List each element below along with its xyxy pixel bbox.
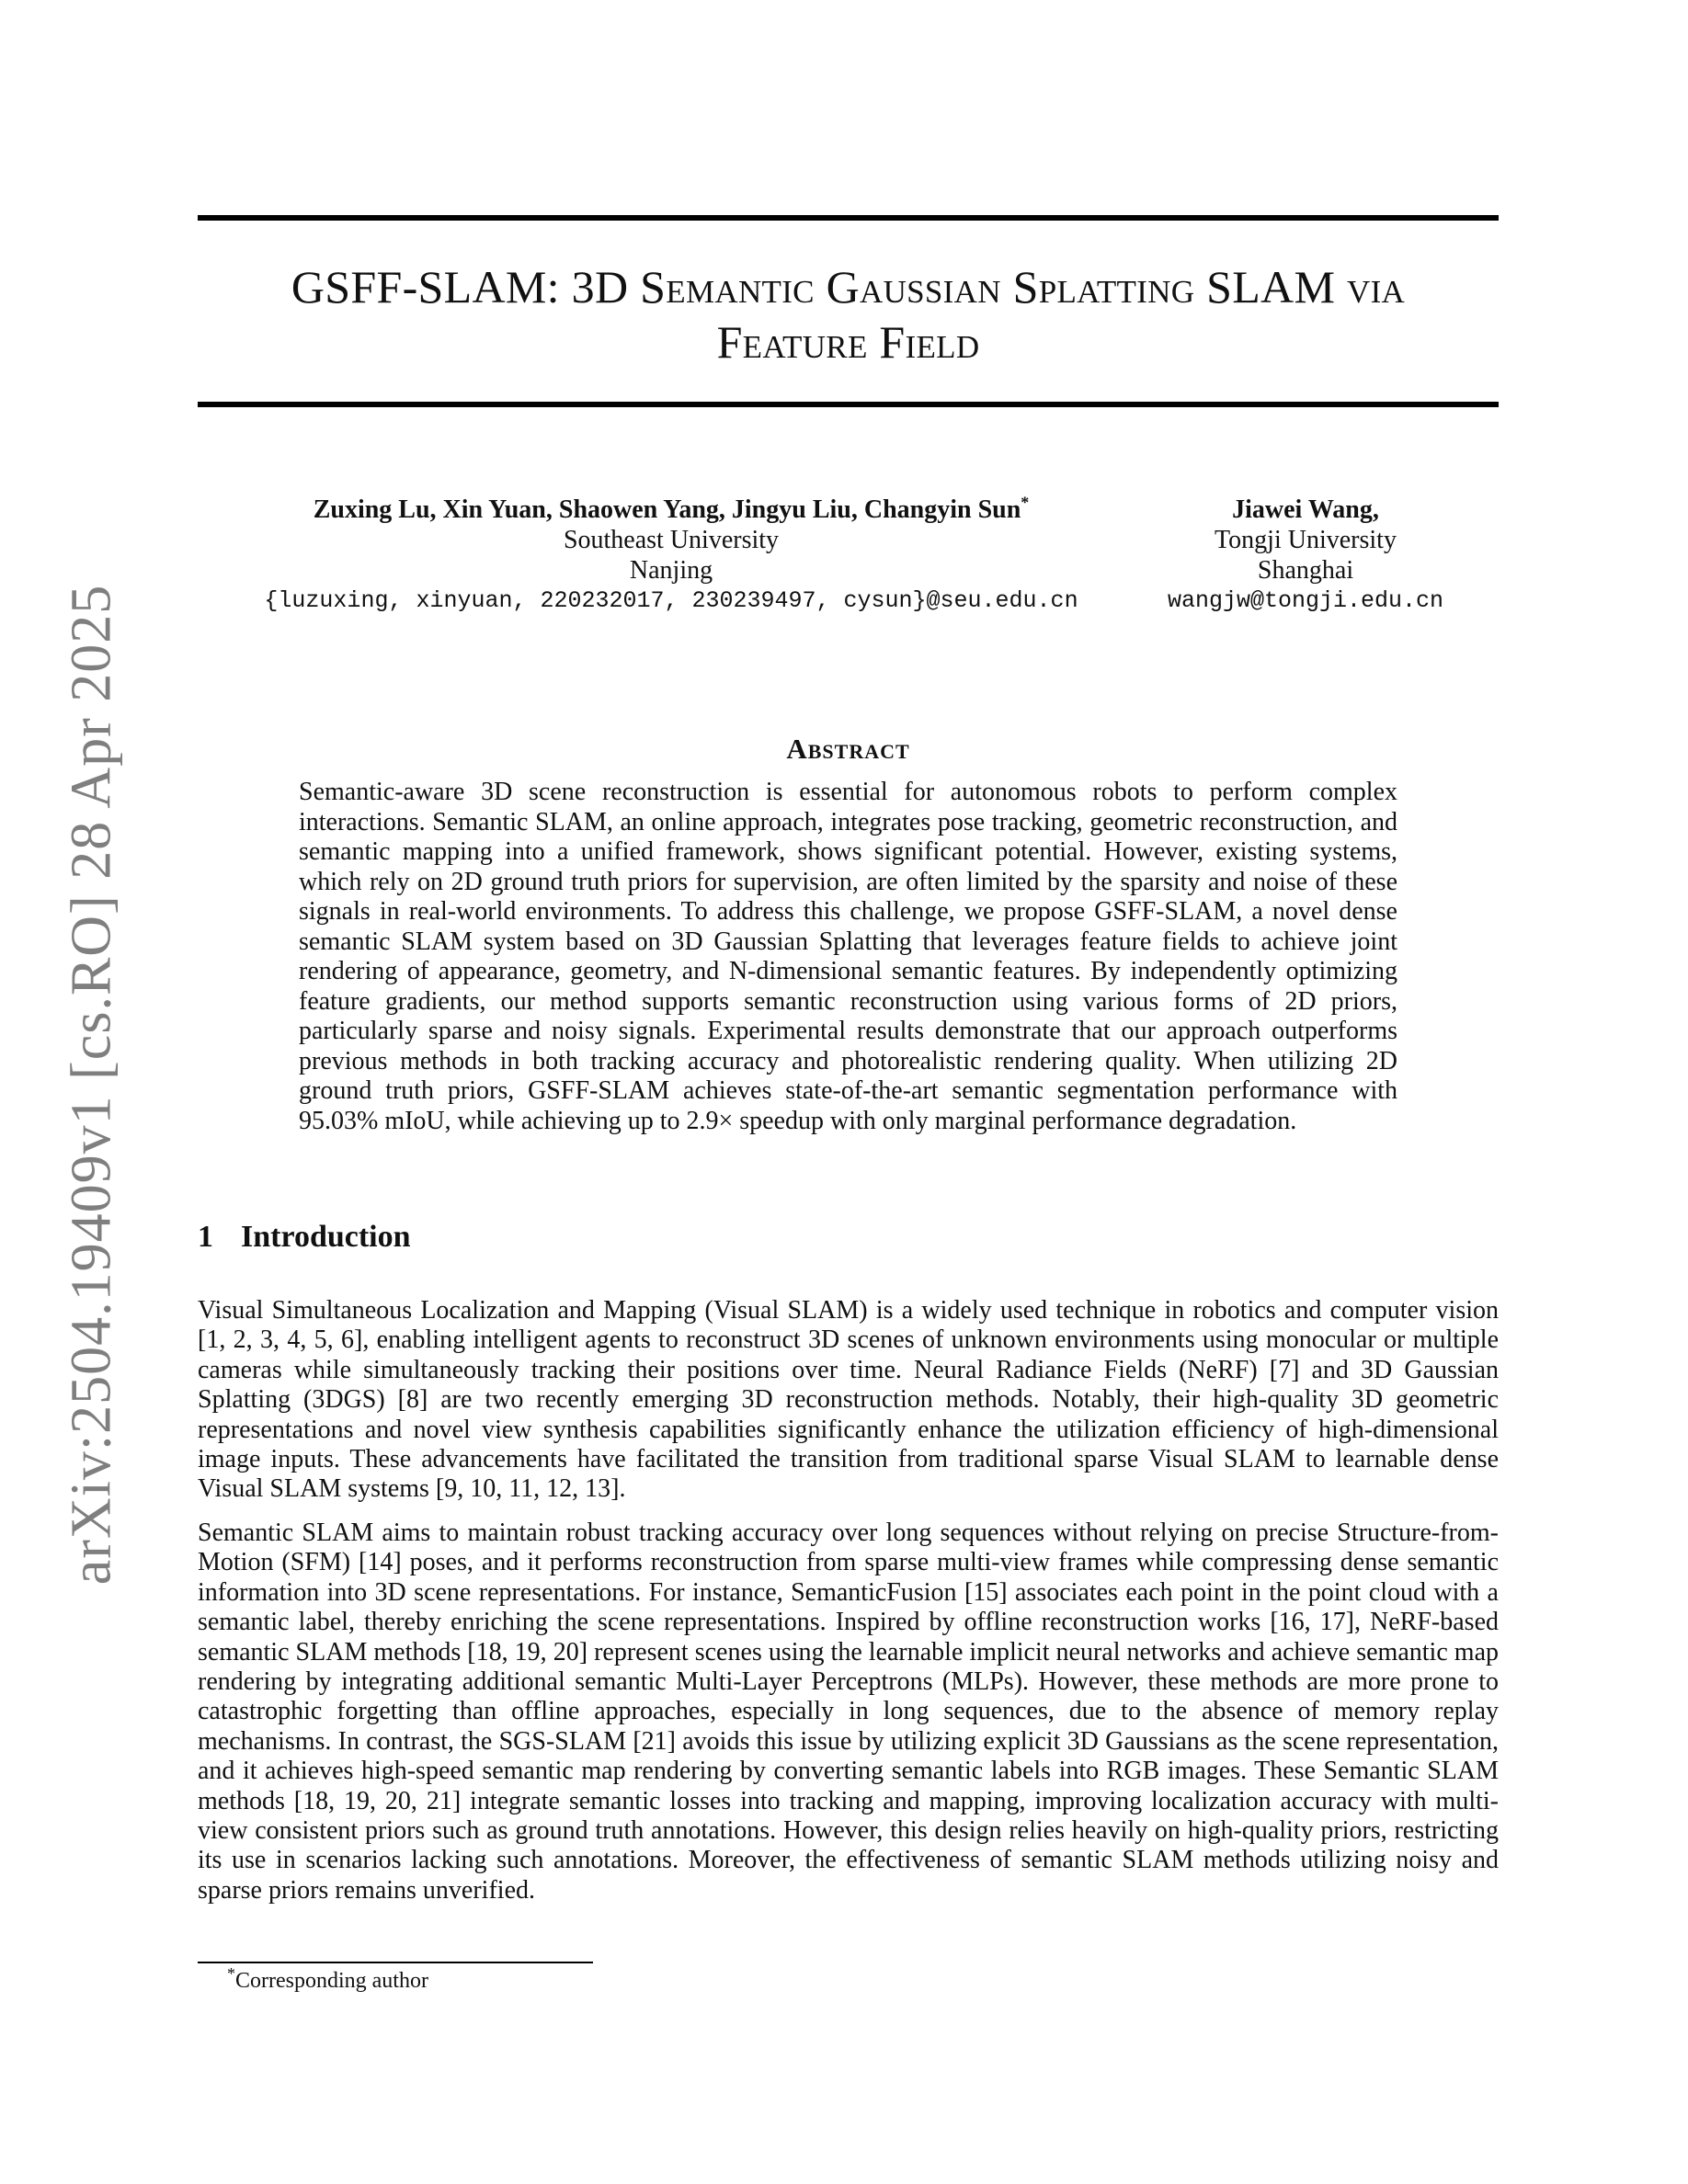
author-block-secondary	[1131, 495, 1480, 616]
footnote	[227, 1964, 428, 1994]
author-affiliation: Tongji University	[1215, 526, 1397, 554]
paper-title-line-1: GSFF-SLAM: 3D Semantic Gaussian Splatting SLAM via	[291, 261, 1406, 313]
title-rule-bottom	[198, 402, 1499, 407]
footnote-text: Corresponding author	[235, 1969, 428, 1993]
author-email: wangjw@tongji.edu.cn	[1167, 587, 1444, 614]
abstract-heading: Abstract	[786, 733, 910, 765]
author-names-line	[221, 495, 1122, 525]
author-email: {luzuxing, xinyuan, 220232017, 230239497, cysun}@seu.edu.cn	[264, 587, 1078, 614]
paper-title-line-2: Feature Field	[716, 316, 980, 368]
author-names: Zuxing Lu, Xin Yuan, Shaowen Yang, Jingyu Liu, Changyin Sun	[313, 495, 1021, 524]
author-names: Jiawei Wang,	[1232, 495, 1379, 524]
author-block-primary	[221, 495, 1122, 616]
corresponding-author-marker: *	[1021, 493, 1030, 512]
author-affiliation: Southeast University	[563, 526, 780, 554]
footnote-marker: *	[227, 1964, 235, 1983]
author-city: Shanghai	[1257, 556, 1354, 585]
footnote-rule	[198, 1962, 593, 1963]
section-number: 1	[198, 1220, 213, 1254]
section-heading-introduction	[198, 1220, 411, 1255]
section-title: Introduction	[241, 1220, 411, 1254]
abstract-text: Semantic-aware 3D scene reconstruction is essential for autonomous robots to perform complex interactions. Semantic SLAM, an online approach, integrates pose tracking, geometric reconstruction, and semantic mapping into a unified framework, shows significant potential. However, existing systems, which rely on 2D ground truth priors for supervision, are often limited by the sparsity and noise of these signals in real-world environments. To address this challenge, we propose GSFF-SLAM, a novel dense semantic SLAM system based on 3D Gaussian Splatting that leverages feature fields to achieve joint rendering of appearance, geometry, and N-dimensional semantic features. By independently optimizing feature gradients, our method supports semantic reconstruction using various forms of 2D priors, particularly sparse and noisy signals. Experimental results demonstrate that our approach outperforms previous methods in both tracking accuracy and photorealistic rendering quality. When utilizing 2D ground truth priors, GSFF-SLAM achieves state-of-the-art semantic segmentation performance with 95.03% mIoU, while achieving up to 2.9× speedup with only marginal performance degradation.	[299, 778, 1397, 1135]
paper-title	[198, 259, 1499, 370]
title-rule-top	[198, 215, 1499, 221]
body-paragraph: Visual Simultaneous Localization and Mapping (Visual SLAM) is a widely used technique in robotics and computer vision [1, 2, 3, 4, 5, 6], enabling intelligent agents to reconstruct 3D scenes of unknown environments using monocular or multiple cameras while simultaneously tracking their positions over time. Neural Radiance Fields (NeRF) [7] and 3D Gaussian Splatting (3DGS) [8] are two recently emerging 3D reconstruction methods. Notably, their high-quality 3D geometric representations and novel view synthesis capabilities significantly enhance the utilization efficiency of high-dimensional image inputs. These advancements have facilitated the transition from traditional sparse Visual SLAM to learnable dense Visual SLAM systems [9, 10, 11, 12, 13].	[198, 1296, 1499, 1504]
arxiv-identifier-stamp: arXiv:2504.19409v1 [cs.RO] 28 Apr 2025	[60, 584, 123, 1586]
author-city: Nanjing	[629, 556, 713, 585]
body-paragraph: Semantic SLAM aims to maintain robust tracking accuracy over long sequences without relying on precise Structure-from-Motion (SFM) [14] poses, and it performs reconstruction from sparse multi-view frames while compressing dense semantic information into 3D scene representations. For instance, SemanticFusion [15] associates each point in the point cloud with a semantic label, thereby enriching the scene representations. Inspired by offline reconstruction works [16, 17], NeRF-based semantic SLAM methods [18, 19, 20] represent scenes using the learnable implicit neural networks and achieve semantic map rendering by integrating additional semantic Multi-Layer Perceptrons (MLPs). However, these methods are more prone to catastrophic forgetting than offline approaches, especially in long sequences, due to the absence of memory replay mechanisms. In contrast, the SGS-SLAM [21] avoids this issue by utilizing explicit 3D Gaussians as the scene representation, and it achieves high-speed semantic map rendering by converting semantic labels into RGB images. These Semantic SLAM methods [18, 19, 20, 21] integrate semantic losses into tracking and mapping, improving localization accuracy with multi-view consistent priors such as ground truth annotations. However, this design relies heavily on high-quality priors, restricting its use in scenarios lacking such annotations. Moreover, the effectiveness of semantic SLAM methods utilizing noisy and sparse priors remains unverified.	[198, 1519, 1499, 1905]
